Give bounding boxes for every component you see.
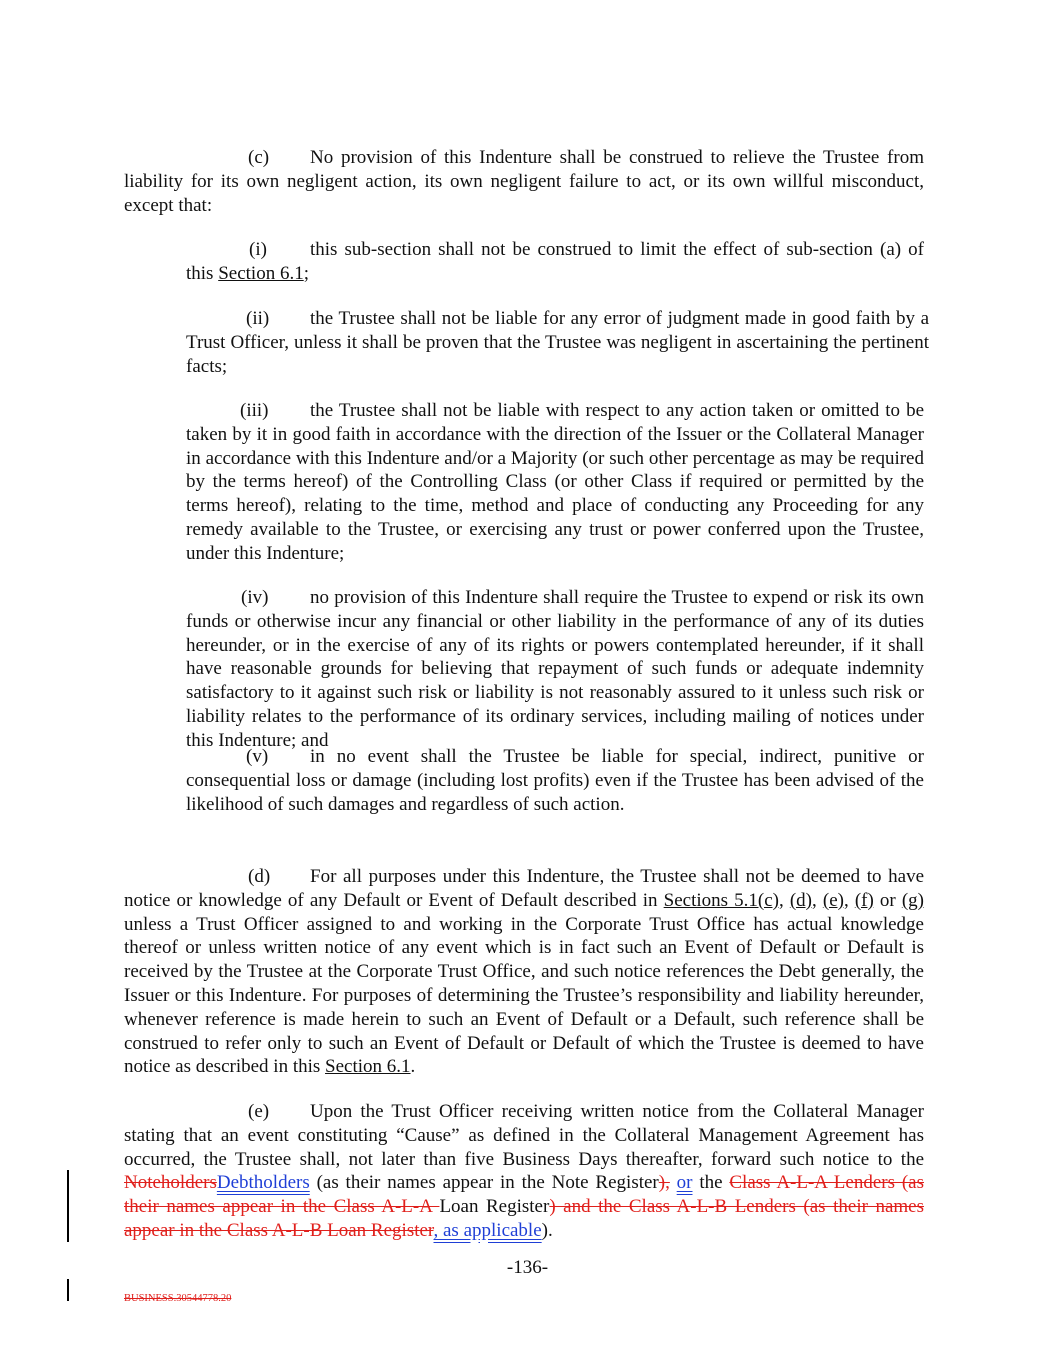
item-v-label: (v)	[246, 746, 269, 767]
item-iii-text: the Trustee shall not be liable with respect to any action taken or omitted to be taken by it in good faith in accordance with the direction of the Issuer or the Collateral Manager in accordance with this Indenture and/or a Majority (or such other percentage as may be required by the terms hereof) of the Controlling Class (or other Class if required or permitted by the terms hereof), relating to the time, method and place of conducting any Proceeding for any remedy available to the Trustee, or exercising any trust or power conferred upon the Trustee, under this Indenture;	[186, 400, 924, 564]
item-iv-label: (iv)	[241, 587, 269, 608]
paragraph-e-text-2: (as their names appear in the Note Register	[309, 1172, 659, 1194]
section-f-reference[interactable]: (f)	[854, 889, 874, 911]
paragraph-d-separator-2: ,	[812, 889, 823, 911]
item-iv-text: no provision of this Indenture shall require the Trustee to expend or risk its own funds or otherwise incur any financial or other liability in the performance of any of its duties hereunder, or in the exercise of any of its rights or powers contemplated hereunder, if it shall have reasonable grounds for believing that repayment of such funds or adequate indemnity satisfactory to it against such risk or liability is not reasonably assured to it unless such risk or liability relates to the performance of its ordinary services, including mailing of notices under this Indenture; and	[186, 587, 924, 751]
inserted-or: or	[676, 1172, 693, 1194]
paragraph-e-text-4: the	[692, 1172, 730, 1194]
item-i	[186, 238, 924, 286]
paragraph-d-label: (d)	[248, 866, 271, 887]
paragraph-c	[124, 146, 924, 217]
section-d-reference[interactable]: (d)	[789, 889, 813, 911]
deleted-class-a-l-b-lenders: ) and the Class A-L-B Lenders (as their names appear in the Class A-L-B Loan Register	[124, 1196, 924, 1241]
inserted-as-applicable: , as applicable	[433, 1219, 542, 1241]
change-bar	[67, 1170, 69, 1242]
item-v	[186, 745, 924, 816]
paragraph-e-space	[670, 1172, 677, 1193]
item-i-text: this sub-section shall not be construed to limit the effect of sub-section (a) of this	[186, 239, 924, 284]
item-ii-label: (ii)	[246, 308, 270, 329]
page-number: -136-	[506, 1257, 549, 1278]
paragraph-d-separator-4: or	[873, 889, 902, 911]
paragraph-d	[124, 865, 924, 1079]
item-iii	[186, 399, 924, 566]
change-bar-footer	[67, 1279, 69, 1301]
paragraph-d-text-1: For all purposes under this Indenture, the Trustee shall not be deemed to have notice or knowledge of any Default or Event of Default described in	[124, 866, 924, 911]
deleted-class-a-l-a-lenders: Class A-L-A Lenders (as their names appear in the Class A-L-A	[124, 1172, 924, 1218]
sections-5-1-c-reference[interactable]: Sections 5.1(c)	[663, 889, 779, 911]
deleted-paren-comma: ),	[658, 1172, 670, 1194]
item-iii-label: (iii)	[240, 400, 269, 421]
section-g-reference[interactable]: (g)	[901, 889, 925, 911]
paragraph-d-separator-1: ,	[779, 889, 790, 911]
paragraph-e-loan-register: Loan Register	[439, 1196, 550, 1218]
item-ii	[186, 307, 929, 378]
paragraph-e-label: (e)	[248, 1101, 270, 1122]
paragraph-e-text-6: ).	[541, 1219, 553, 1241]
paragraph-d-separator-3: ,	[843, 889, 855, 911]
paragraph-c-text: No provision of this Indenture shall be construed to relieve the Trustee from liability for its own negligent action, its own negligent failure to act, or its own willful misconduct, except that:	[124, 147, 924, 216]
paragraph-e-text-1: Upon the Trust Officer receiving written notice from the Collateral Manager stating that an event constituting “Cause” as defined in the Collateral Management Agreement has occurred, the Trustee shall, not later than five Business Days thereafter, forward such notice to the	[124, 1101, 924, 1170]
section-6-1-reference-2[interactable]: Section 6.1	[325, 1056, 411, 1078]
document-id-footer: BUSINESS.30544778.20	[124, 1293, 232, 1304]
item-ii-text: the Trustee shall not be liable for any error of judgment made in good faith by a Trust Officer, unless it shall be proven that the Trustee was negligent in ascertaining the pertinent facts;	[186, 308, 929, 377]
item-i-label: (i)	[249, 239, 267, 260]
section-e-reference[interactable]: (e)	[822, 889, 844, 911]
paragraph-d-text-2: unless a Trust Officer assigned to and working in the Corporate Trust Office has actual knowledge thereof or unless written notice of any event which is in fact such an Event of Default or Default is received by the Trustee at the Corporate Trust Office, and such notice references the Debt generally, the Issuer or this Indenture. For purposes of determining the Trustee’s responsibility and liability hereunder, whenever reference is made herein to such an Event of Default or a Default, such reference shall be construed to refer only to such an Event of Default or Default of which the Trustee is deemed to have notice as described in this	[124, 913, 924, 1078]
paragraph-d-text-3: .	[410, 1056, 416, 1078]
deleted-noteholders: Noteholders	[124, 1172, 217, 1194]
item-iv	[186, 586, 924, 753]
paragraph-e	[124, 1100, 924, 1243]
paragraph-c-label: (c)	[248, 147, 270, 168]
inserted-debtholders: Debtholders	[216, 1172, 310, 1194]
section-6-1-reference[interactable]: Section 6.1	[218, 262, 304, 284]
item-v-text: in no event shall the Trustee be liable for special, indirect, punitive or consequential loss or damage (including lost profits) even if the Trustee has been advised of the likelihood of such damages and regardless of such action.	[186, 746, 924, 815]
item-i-tail: ;	[303, 262, 309, 284]
